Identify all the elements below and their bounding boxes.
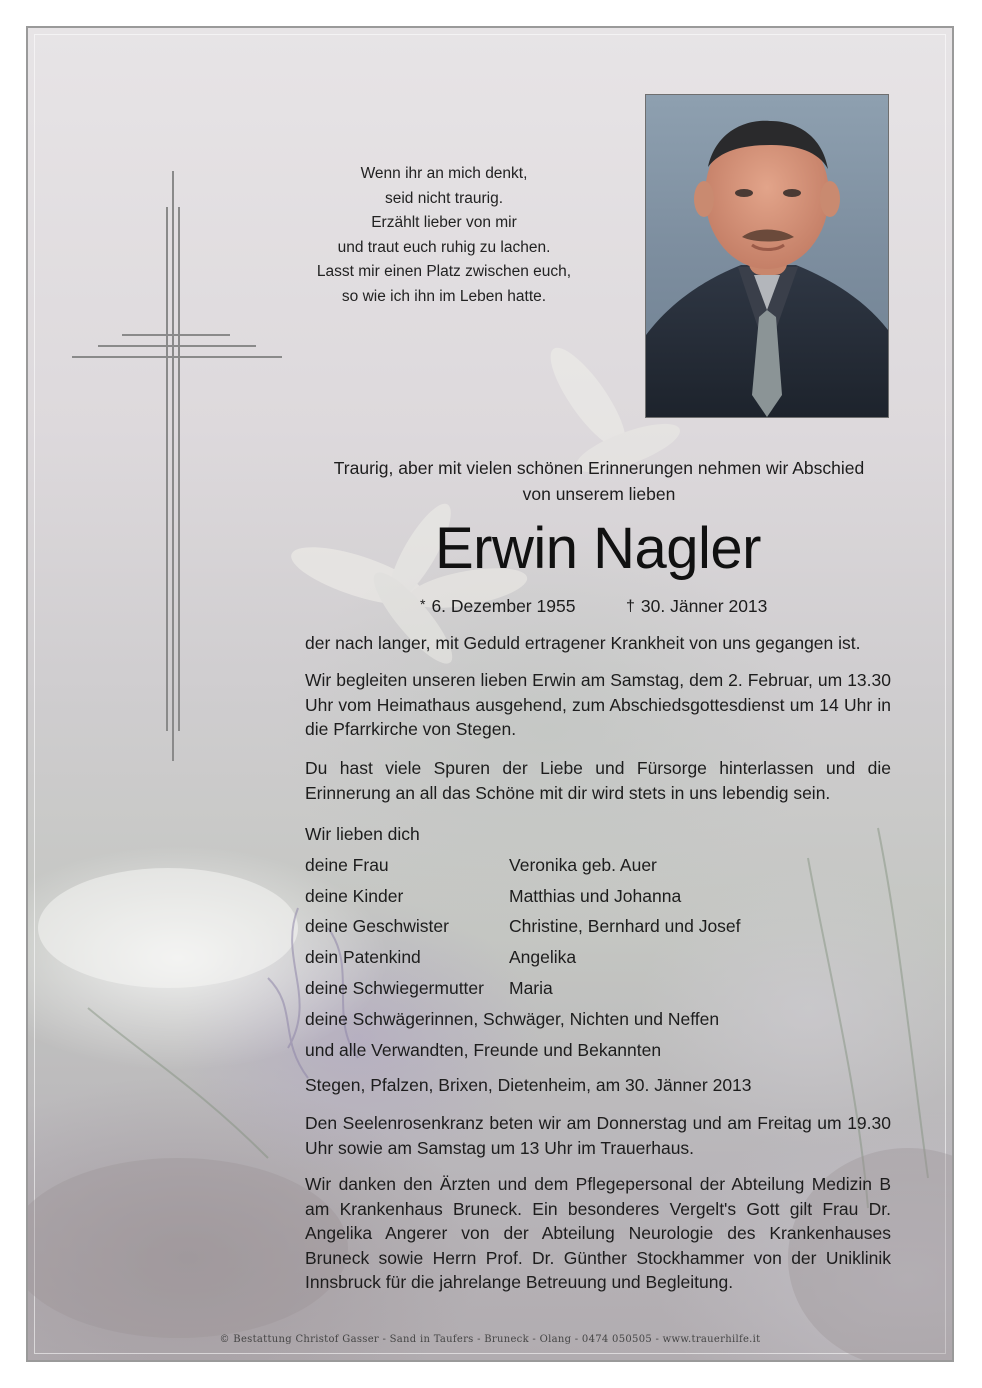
family-relation: deine Schwiegermutter [305,978,484,998]
thanks-text: Wir danken den Ärzten und dem Pflegepersonal der Abteilung Medizin B am Krankenhaus Bruneck. Ein besonderes Vergelt's Gott gilt Frau Dr. Angelika Angerer von der Abteilung Neurologie des Krankenhauses Bruneck sowie Herrn Prof. Dr. Günther Stockhammer von der Uniklinik Innsbruck für die jahrelange Betreuung und Begleitung. [305,1174,891,1292]
death-date-text: 30. Jänner 2013 [640,596,768,616]
poem-line: Wenn ihr an mich denkt, [360,165,528,182]
intro-text [303,456,895,507]
birth-date [420,594,575,619]
birth-symbol: * [420,596,426,612]
love-line: Wir lieben dich [305,824,420,844]
obituary-card [26,26,954,1362]
family-names: Matthias und Johanna [509,886,682,906]
poem-line: so wie ich ihn im Leben hatte. [341,287,547,305]
poem-line: und traut euch ruhig zu lachen. [337,238,551,256]
deceased-name: Erwin Nagler [435,516,761,581]
passing-text: der nach langer, mit Geduld ertragener Krankheit von uns gegangen ist. [305,633,861,653]
extended-family-line: und alle Verwandten, Freunde und Bekannten [305,1040,662,1060]
poem-line: Lasst mir einen Platz zwischen euch, [316,263,572,281]
intro-line: von unserem lieben [522,483,676,504]
family-row [305,945,576,969]
footer-credit: © Bestattung Christof Gasser - Sand in Taufers - Bruneck - Olang - 0474 050505 - www.trauerhilfe.it [219,1334,761,1345]
family-names: Maria [509,978,553,998]
family-relation: dein Patenkind [305,947,421,967]
poem [314,162,574,310]
intro-line: Traurig, aber mit vielen schönen Erinnerungen nehmen wir Abschied [333,458,865,478]
birth-date-text: 6. Dezember 1955 [431,596,576,616]
funeral-text: Wir begleiten unseren lieben Erwin am Samstag, dem 2. Februar, um 13.30 Uhr vom Heimathaus ausgehend, zum Abschiedsgottesdienst um 14 Uhr in die Pfarrkirche von Stegen. [305,670,891,739]
tribute-text: Du hast viele Spuren der Liebe und Fürsorge hinterlassen und die Erinnerung an all das Schöne mit dir wird stets in uns lebendig sein. [305,758,891,803]
family-relation: deine Frau [305,855,389,875]
family-row [305,884,681,908]
extended-family-line: deine Schwägerinnen, Schwäger, Nichten und Neffen [305,1009,720,1029]
cross-icon [72,171,284,771]
family-row [305,914,741,938]
death-symbol: † [626,598,635,615]
family-row [305,976,553,1000]
family-names: Angelika [509,947,577,967]
place-date: Stegen, Pfalzen, Brixen, Dietenheim, am 30. Jänner 2013 [305,1075,752,1095]
poem-line: Erzählt lieber von mir [371,214,517,232]
family-names: Christine, Bernhard und Josef [509,916,741,936]
death-date [626,594,767,620]
portrait-photo [645,94,889,418]
family-row [305,853,657,877]
family-relation: deine Kinder [305,886,404,906]
rosary-text: Den Seelenrosenkranz beten wir am Donnerstag und am Freitag um 19.30 Uhr sowie am Samstag um 13 Uhr im Trauerhaus. [305,1113,891,1158]
family-names: Veronika geb. Auer [509,855,657,875]
family-relation: deine Geschwister [305,916,449,936]
poem-line: seid nicht traurig. [384,189,504,207]
